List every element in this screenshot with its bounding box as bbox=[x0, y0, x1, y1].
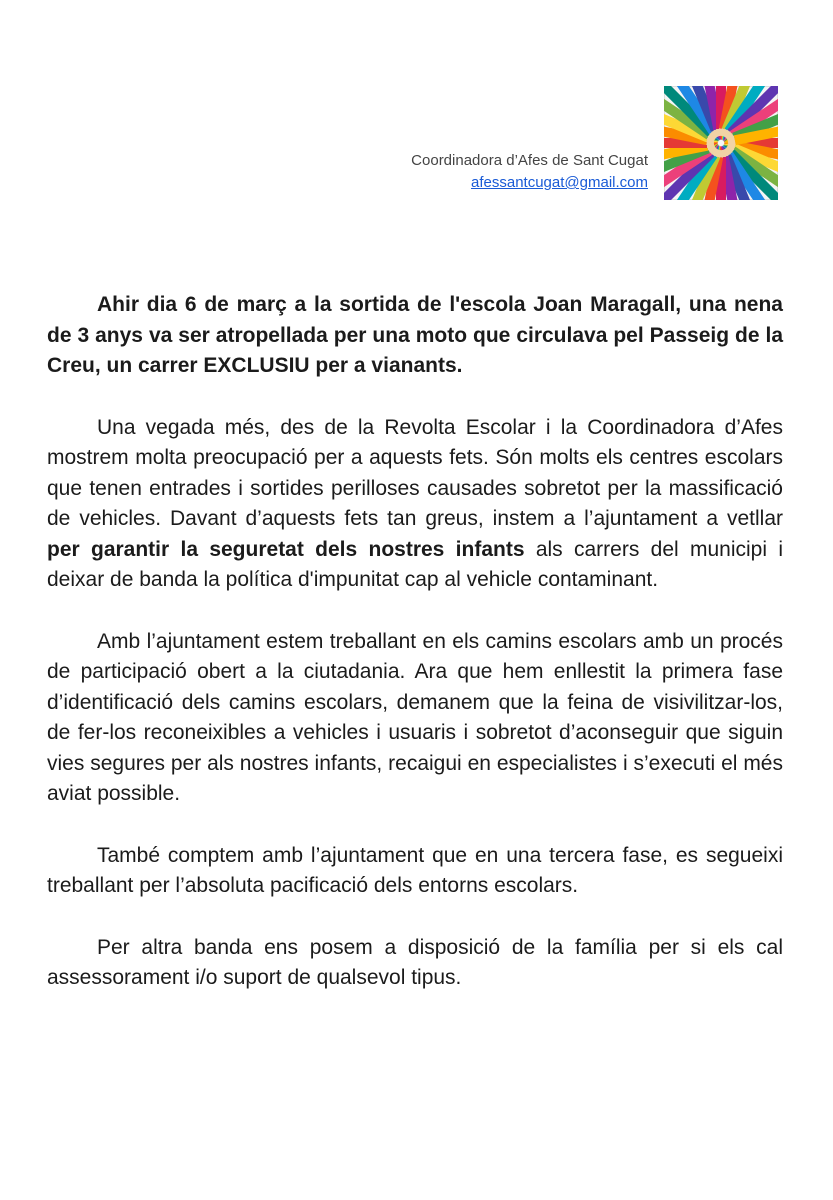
paragraph-5: Per altra banda ens posem a disposició de la família per si els cal assessorament i/o suport de qualsevol tipus. bbox=[47, 935, 783, 989]
paragraph-2 bbox=[47, 413, 783, 596]
organization-name: Coordinadora d’Afes de Sant Cugat bbox=[411, 152, 648, 169]
paragraph-2-emphasis: per garantir la seguretat dels nostres infants bbox=[47, 537, 525, 561]
contact-block bbox=[411, 150, 648, 200]
letterhead bbox=[411, 86, 778, 200]
paragraph-3: Amb l’ajuntament estem treballant en els camins escolars amb un procés de participació obert a la ciutadania. Ara que hem enllestit la primera fase d’identificació dels camins escolars, demanem que la feina de visivilitzar-los, de fer-los reconeixibles a vehicles i usuaris i sobretot d’aconseguir que siguin vies segures per als nostres infants, recaigui en especialistes i s’executi el més aviat possible. bbox=[47, 629, 783, 805]
paragraph-2-text-b: als carrers del municipi i deixar de banda la política d'impunitat cap al vehicle contaminant. bbox=[47, 537, 783, 591]
paragraph-2-text-a: Una vegada més, des de la Revolta Escolar i la Coordinadora d’Afes mostrem molta preocupació per a aquests fets. Són molts els centres escolars que tenen entrades i sortides perilloses causades sobretot per la massificació de vehicles. Davant d’aquests fets tan greus, instem a l’ajuntament a vetllar bbox=[47, 415, 783, 530]
colored-pencils-logo-icon bbox=[664, 86, 778, 200]
pencil-logo-graphic bbox=[664, 86, 778, 200]
lead-paragraph: Ahir dia 6 de març a la sortida de l'escola Joan Maragall, una nena de 3 anys va ser atropellada per una moto que circulava pel Passeig de la Creu, un carrer EXCLUSIU per a vianants. bbox=[47, 293, 783, 377]
pencil-center bbox=[718, 140, 724, 146]
letter-body bbox=[47, 290, 783, 1025]
email-link[interactable]: afessantcugat@gmail.com bbox=[471, 174, 648, 191]
paragraph-4: També comptem amb l’ajuntament que en una tercera fase, es segueixi treballant per l’absoluta pacificació dels entorns escolars. bbox=[47, 843, 783, 897]
